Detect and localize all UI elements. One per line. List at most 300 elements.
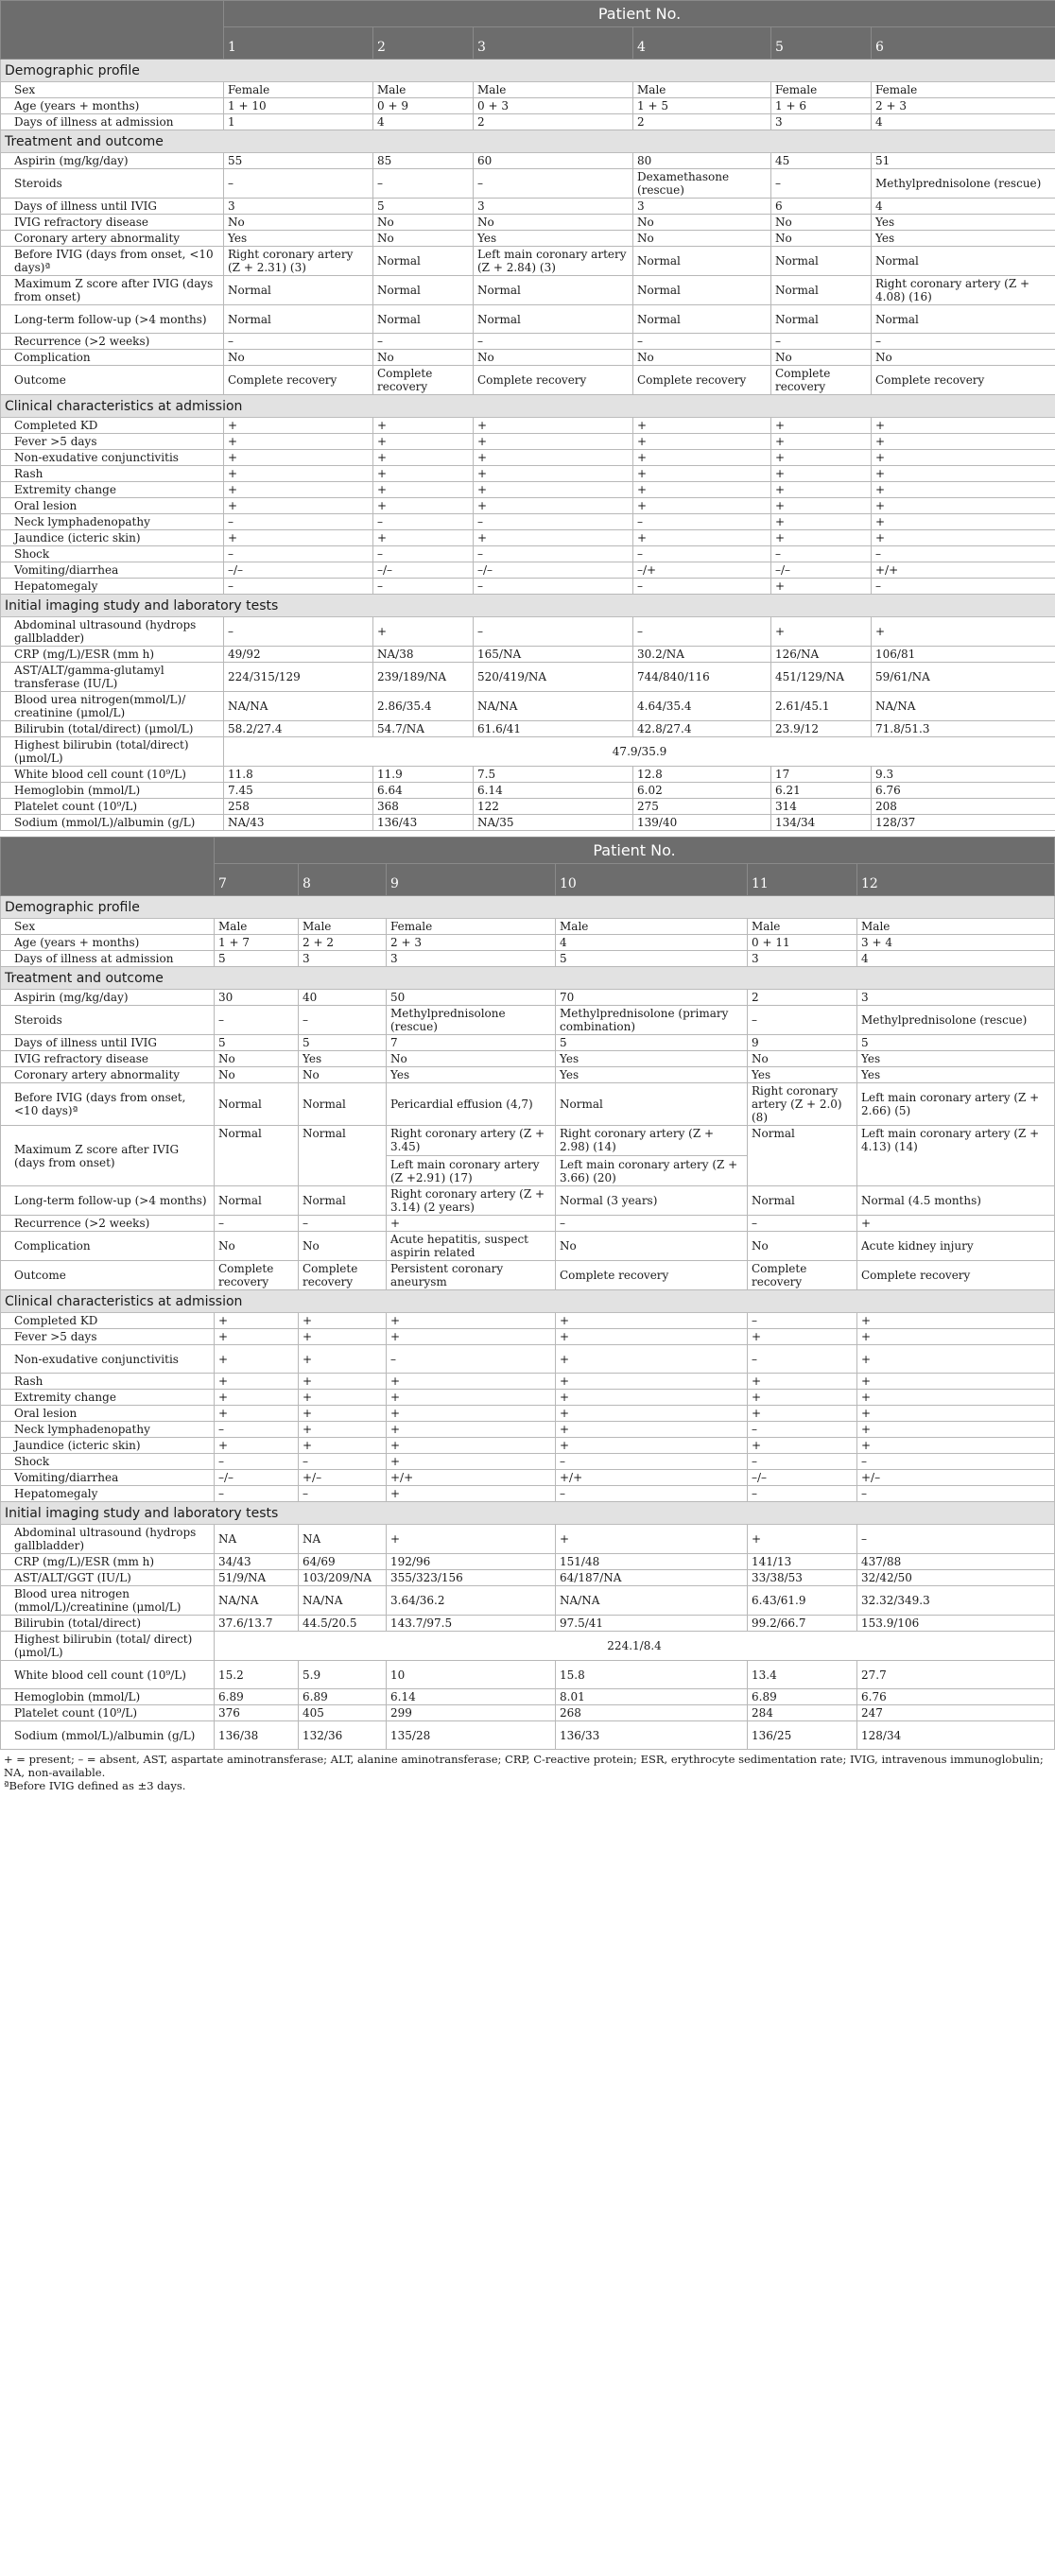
cell-patient-11: Normal	[748, 1186, 857, 1216]
cell-patient-10: +	[556, 1374, 748, 1390]
cell-patient-10: Complete recovery	[556, 1261, 748, 1290]
cell-patient-10: 5	[556, 1035, 748, 1051]
row-label: Sex	[1, 82, 224, 98]
cell-patient-2: 11.9	[373, 767, 474, 783]
cell-patient-2: No	[373, 215, 474, 231]
cell-patient-2: +	[373, 617, 474, 647]
patient-number-2: 2	[373, 27, 474, 60]
cell-patient-8: 64/69	[299, 1554, 387, 1570]
table-row	[1, 530, 1055, 546]
cell-patient-2: +	[373, 482, 474, 498]
cell-patient-10: Yes	[556, 1051, 748, 1067]
cell-patient-6: 106/81	[872, 647, 1055, 663]
row-label: Abdominal ultrasound (hydrops gallbladder)	[1, 617, 224, 647]
cell-patient-4: 2	[633, 114, 771, 130]
row-label: Abdominal ultrasound (hydrops gallbladder)	[1, 1525, 215, 1554]
cell-patient-4: 744/840/116	[633, 663, 771, 692]
patient-number-10: 10	[556, 864, 748, 896]
row-label: CRP (mg/L)/ESR (mm h)	[1, 1554, 215, 1570]
cell-patient-11: Normal	[748, 1126, 857, 1186]
table-row	[1, 1329, 1055, 1345]
cell-patient-1: –	[224, 579, 373, 595]
cell-patient-1: +	[224, 418, 373, 434]
cell-patient-11: +	[748, 1374, 857, 1390]
cell-patient-8: Male	[299, 919, 387, 935]
row-label: Fever >5 days	[1, 434, 224, 450]
row-label: Recurrence (>2 weeks)	[1, 1216, 215, 1232]
cell-patient-11: Right coronary artery (Z + 2.0) (8)	[748, 1083, 857, 1126]
cell-patient-2: Normal	[373, 247, 474, 276]
cell-patient-2: No	[373, 231, 474, 247]
row-label: Maximum Z score after IVIG (days from onset)	[1, 1126, 215, 1186]
cell-patient-3: 3	[474, 199, 633, 215]
header-blank-cell	[1, 838, 215, 896]
cell-patient-7: –	[215, 1422, 299, 1438]
row-label: Blood urea nitrogen (mmol/L)/creatinine (μmol/L)	[1, 1586, 215, 1616]
cell-patient-2: –	[373, 334, 474, 350]
cell-patient-6: +	[872, 434, 1055, 450]
cell-patient-9: +	[387, 1329, 556, 1345]
table-row	[1, 1006, 1055, 1035]
cell-patient-2: –	[373, 169, 474, 199]
cell-patient-9: +	[387, 1406, 556, 1422]
cell-patient-7: 1 + 7	[215, 935, 299, 951]
cell-patient-6: 208	[872, 799, 1055, 815]
table-row	[1, 919, 1055, 935]
cell-patient-7: –	[215, 1006, 299, 1035]
row-label: Oral lesion	[1, 498, 224, 514]
cell-patient-6: –	[872, 579, 1055, 595]
cell-patient-11: 6.43/61.9	[748, 1586, 857, 1616]
cell-patient-7: –	[215, 1486, 299, 1502]
cell-patient-10: 8.01	[556, 1689, 748, 1705]
row-label: Before IVIG (days from onset, <10 days)ª	[1, 1083, 215, 1126]
row-label: Shock	[1, 546, 224, 562]
table-row	[1, 98, 1055, 114]
table-row	[1, 1390, 1055, 1406]
cell-patient-8: Yes	[299, 1051, 387, 1067]
cell-patient-8: 40	[299, 990, 387, 1006]
cell-patient-12: –	[857, 1486, 1055, 1502]
cell-patient-4: +	[633, 450, 771, 466]
cell-patient-4: –	[633, 546, 771, 562]
patient-number-12: 12	[857, 864, 1055, 896]
cell-patient-9: +	[387, 1486, 556, 1502]
cell-patient-4: 1 + 5	[633, 98, 771, 114]
cell-patient-8: –	[299, 1454, 387, 1470]
cell-patient-7: 5	[215, 951, 299, 967]
cell-patient-4: –	[633, 334, 771, 350]
cell-patient-4: No	[633, 215, 771, 231]
row-label: Highest bilirubin (total/direct) (μmol/L)	[1, 737, 224, 767]
row-label: Extremity change	[1, 482, 224, 498]
cell-patient-6: 51	[872, 153, 1055, 169]
cell-patient-3: 122	[474, 799, 633, 815]
cell-patient-7: No	[215, 1067, 299, 1083]
row-label: Aspirin (mg/kg/day)	[1, 990, 215, 1006]
cell-patient-5: 23.9/12	[771, 721, 872, 737]
row-label: Jaundice (icteric skin)	[1, 1438, 215, 1454]
cell-patient-3: –	[474, 617, 633, 647]
row-label: Outcome	[1, 1261, 215, 1290]
cell-patient-10: +	[556, 1345, 748, 1374]
cell-patient-3: –	[474, 579, 633, 595]
cell-patient-5: +	[771, 514, 872, 530]
table-row	[1, 783, 1055, 799]
cell-patient-8: –	[299, 1006, 387, 1035]
row-label: Aspirin (mg/kg/day)	[1, 153, 224, 169]
header-blank-cell	[1, 1, 224, 60]
cell-patient-7: –/–	[215, 1470, 299, 1486]
table-row	[1, 990, 1055, 1006]
cell-patient-2: +	[373, 434, 474, 450]
cell-patient-7: 376	[215, 1705, 299, 1721]
table-row	[1, 1586, 1055, 1616]
table-row	[1, 815, 1055, 831]
section-title: Initial imaging study and laboratory tests	[1, 1502, 1055, 1525]
patient-no-header: Patient No.	[215, 838, 1055, 864]
cell-patient-8: +	[299, 1329, 387, 1345]
cell-patient-5: 314	[771, 799, 872, 815]
cell-patient-7: 51/9/NA	[215, 1570, 299, 1586]
cell-patient-4: Normal	[633, 247, 771, 276]
cell-patient-8: +	[299, 1313, 387, 1329]
cell-patient-9: +	[387, 1390, 556, 1406]
cell-patient-12: Normal (4.5 months)	[857, 1186, 1055, 1216]
cell-patient-4: 30.2/NA	[633, 647, 771, 663]
merged-value-cell: 47.9/35.9	[224, 737, 1055, 767]
cell-patient-2: –	[373, 579, 474, 595]
cell-patient-2: 54.7/NA	[373, 721, 474, 737]
cell-patient-6: 9.3	[872, 767, 1055, 783]
table-row	[1, 418, 1055, 434]
cell-patient-1: 11.8	[224, 767, 373, 783]
cell-patient-9	[387, 1126, 556, 1186]
cell-patient-4: Normal	[633, 276, 771, 305]
cell-patient-2: No	[373, 350, 474, 366]
cell-patient-5: Female	[771, 82, 872, 98]
row-label: Days of illness until IVIG	[1, 199, 224, 215]
cell-patient-3: –	[474, 169, 633, 199]
cell-patient-1: Complete recovery	[224, 366, 373, 395]
cell-patient-1: NA/NA	[224, 692, 373, 721]
row-label: IVIG refractory disease	[1, 1051, 215, 1067]
cell-patient-4: Male	[633, 82, 771, 98]
cell-patient-10: –	[556, 1454, 748, 1470]
cell-patient-8: +/–	[299, 1470, 387, 1486]
cell-patient-2: –	[373, 514, 474, 530]
table-row	[1, 1632, 1055, 1661]
row-label: Steroids	[1, 169, 224, 199]
table-row	[1, 153, 1055, 169]
cell-patient-5: 17	[771, 767, 872, 783]
cell-patient-10: +	[556, 1438, 748, 1454]
cell-patient-6: +/+	[872, 562, 1055, 579]
cell-patient-3: 7.5	[474, 767, 633, 783]
cell-patient-12: +/–	[857, 1470, 1055, 1486]
cell-patient-7: +	[215, 1345, 299, 1374]
cell-patient-5: –	[771, 546, 872, 562]
cell-patient-2: –	[373, 546, 474, 562]
cell-patient-3: +	[474, 450, 633, 466]
cell-patient-10: +	[556, 1525, 748, 1554]
cell-patient-11: –	[748, 1006, 857, 1035]
cell-patient-3: +	[474, 498, 633, 514]
cell-patient-9: 143.7/97.5	[387, 1616, 556, 1632]
cell-patient-3: 165/NA	[474, 647, 633, 663]
table-row	[1, 1689, 1055, 1705]
cell-patient-5: 3	[771, 114, 872, 130]
cell-patient-7: 37.6/13.7	[215, 1616, 299, 1632]
row-label: Hepatomegaly	[1, 579, 224, 595]
cell-patient-9: 192/96	[387, 1554, 556, 1570]
cell-patient-7: 15.2	[215, 1661, 299, 1689]
table-row	[1, 350, 1055, 366]
cell-patient-7: +	[215, 1390, 299, 1406]
cell-patient-10: 4	[556, 935, 748, 951]
cell-patient-6: +	[872, 530, 1055, 546]
cell-patient-2: 239/189/NA	[373, 663, 474, 692]
row-label: IVIG refractory disease	[1, 215, 224, 231]
cell-patient-5: +	[771, 466, 872, 482]
table-row	[1, 82, 1055, 98]
row-label: AST/ALT/gamma-glutamyl transferase (IU/L)	[1, 663, 224, 692]
cell-patient-10: 136/33	[556, 1721, 748, 1750]
cell-patient-7: Male	[215, 919, 299, 935]
cell-patient-1: 55	[224, 153, 373, 169]
table-row	[1, 482, 1055, 498]
row-label: Neck lymphadenopathy	[1, 1422, 215, 1438]
cell-patient-6: Yes	[872, 231, 1055, 247]
cell-patient-1: –/–	[224, 562, 373, 579]
cell-patient-12: Left main coronary artery (Z + 4.13) (14)	[857, 1126, 1055, 1186]
cell-patient-4: 42.8/27.4	[633, 721, 771, 737]
table-row	[1, 647, 1055, 663]
row-label: Hemoglobin (mmol/L)	[1, 1689, 215, 1705]
section-header	[1, 60, 1055, 82]
row-label: Rash	[1, 466, 224, 482]
cell-patient-4: +	[633, 482, 771, 498]
cell-patient-8: 405	[299, 1705, 387, 1721]
cell-patient-11: –	[748, 1345, 857, 1374]
cell-patient-4: –	[633, 514, 771, 530]
cell-patient-3: 6.14	[474, 783, 633, 799]
table-row	[1, 466, 1055, 482]
cell-patient-7: Normal	[215, 1126, 299, 1186]
section-title: Demographic profile	[1, 896, 1055, 919]
row-label: Hepatomegaly	[1, 1486, 215, 1502]
table-row	[1, 434, 1055, 450]
cell-patient-5: 2.61/45.1	[771, 692, 872, 721]
cell-patient-10: Yes	[556, 1067, 748, 1083]
cell-patient-10: –	[556, 1486, 748, 1502]
cell-patient-10: +	[556, 1329, 748, 1345]
cell-patient-1: –	[224, 334, 373, 350]
cell-patient-7: Normal	[215, 1186, 299, 1216]
cell-patient-9: 50	[387, 990, 556, 1006]
table-row	[1, 1313, 1055, 1329]
cell-patient-6: Methylprednisolone (rescue)	[872, 169, 1055, 199]
cell-patient-9: No	[387, 1051, 556, 1067]
cell-patient-6: Normal	[872, 305, 1055, 334]
cell-patient-7: +	[215, 1438, 299, 1454]
cell-patient-1: +	[224, 450, 373, 466]
cell-patient-10: No	[556, 1232, 748, 1261]
cell-patient-6: Female	[872, 82, 1055, 98]
cell-patient-5: 1 + 6	[771, 98, 872, 114]
cell-patient-2: 4	[373, 114, 474, 130]
table-row	[1, 1525, 1055, 1554]
cell-patient-4: +	[633, 466, 771, 482]
table-row	[1, 450, 1055, 466]
cell-patient-10: 15.8	[556, 1661, 748, 1689]
cell-patient-3: 0 + 3	[474, 98, 633, 114]
patient-number-1: 1	[224, 27, 373, 60]
table2-patient-table	[0, 837, 1055, 1750]
cell-patient-1: 7.45	[224, 783, 373, 799]
cell-patient-9: 3.64/36.2	[387, 1586, 556, 1616]
cell-patient-2: +	[373, 466, 474, 482]
cell-patient-11: 99.2/66.7	[748, 1616, 857, 1632]
cell-patient-12: –	[857, 1525, 1055, 1554]
cell-patient-2: Normal	[373, 305, 474, 334]
cell-patient-4: 4.64/35.4	[633, 692, 771, 721]
row-label: Long-term follow-up (>4 months)	[1, 1186, 215, 1216]
cell-patient-6: –	[872, 334, 1055, 350]
table-row	[1, 579, 1055, 595]
cell-patient-4: 139/40	[633, 815, 771, 831]
cell-patient-8: 5	[299, 1035, 387, 1051]
section-header	[1, 1290, 1055, 1313]
cell-patient-5: 6.21	[771, 783, 872, 799]
cell-patient-6: 2 + 3	[872, 98, 1055, 114]
cell-patient-6: –	[872, 546, 1055, 562]
row-label: Jaundice (icteric skin)	[1, 530, 224, 546]
cell-patient-12: Yes	[857, 1051, 1055, 1067]
cell-patient-4: Complete recovery	[633, 366, 771, 395]
cell-patient-12: Complete recovery	[857, 1261, 1055, 1290]
table-row	[1, 1705, 1055, 1721]
cell-patient-10: Methylprednisolone (primary combination)	[556, 1006, 748, 1035]
cell-patient-5: Complete recovery	[771, 366, 872, 395]
cell-patient-8: No	[299, 1232, 387, 1261]
row-label: Complication	[1, 350, 224, 366]
cell-patient-3: –/–	[474, 562, 633, 579]
cell-patient-8: +	[299, 1406, 387, 1422]
cell-patient-5: No	[771, 350, 872, 366]
section-header	[1, 967, 1055, 990]
cell-patient-9: Yes	[387, 1067, 556, 1083]
cell-patient-11: –	[748, 1422, 857, 1438]
section-header	[1, 595, 1055, 617]
cell-patient-5: –	[771, 334, 872, 350]
footnote: + = present; – = absent, AST, aspartate aminotransferase; ALT, alanine aminotransferase; CRP, C-reactive protein; ESR, erythrocyte sedimentation rate; IVIG, intravenous immunoglobulin; NA, non-available.	[4, 1753, 1044, 1779]
cell-patient-2: Male	[373, 82, 474, 98]
cell-patient-11: 141/13	[748, 1554, 857, 1570]
footnote: ªBefore IVIG defined as ±3 days.	[4, 1779, 186, 1792]
cell-line: Left main coronary artery (Z +2.91) (17)	[387, 1155, 555, 1184]
cell-patient-3: No	[474, 350, 633, 366]
cell-patient-8: +	[299, 1422, 387, 1438]
cell-patient-9: +	[387, 1216, 556, 1232]
patient-number-7: 7	[215, 864, 299, 896]
cell-patient-4: –/+	[633, 562, 771, 579]
row-label: Days of illness at admission	[1, 114, 224, 130]
cell-patient-3: +	[474, 418, 633, 434]
cell-patient-10: +/+	[556, 1470, 748, 1486]
row-label: White blood cell count (10⁹/L)	[1, 1661, 215, 1689]
cell-patient-8: 2 + 2	[299, 935, 387, 951]
cell-patient-5: +	[771, 434, 872, 450]
cell-patient-8: Complete recovery	[299, 1261, 387, 1290]
table-footnotes	[0, 1750, 1055, 1792]
cell-patient-7: –	[215, 1216, 299, 1232]
cell-patient-3: –	[474, 514, 633, 530]
cell-patient-2: +	[373, 498, 474, 514]
cell-patient-5: 451/129/NA	[771, 663, 872, 692]
cell-patient-10: Normal (3 years)	[556, 1186, 748, 1216]
cell-patient-12: 6.76	[857, 1689, 1055, 1705]
table-row	[1, 276, 1055, 305]
cell-patient-9: 10	[387, 1661, 556, 1689]
table-row	[1, 1035, 1055, 1051]
cell-patient-8: No	[299, 1067, 387, 1083]
cell-patient-1: –	[224, 514, 373, 530]
table-row	[1, 1438, 1055, 1454]
cell-patient-7: NA/NA	[215, 1586, 299, 1616]
cell-patient-6: 71.8/51.3	[872, 721, 1055, 737]
cell-patient-1: 3	[224, 199, 373, 215]
cell-patient-5: 6	[771, 199, 872, 215]
cell-patient-10: 70	[556, 990, 748, 1006]
cell-patient-11: 2	[748, 990, 857, 1006]
table-row	[1, 617, 1055, 647]
cell-patient-11: +	[748, 1438, 857, 1454]
cell-patient-7: +	[215, 1313, 299, 1329]
table-row	[1, 737, 1055, 767]
cell-patient-10: –	[556, 1216, 748, 1232]
row-label: Platelet count (10⁹/L)	[1, 1705, 215, 1721]
cell-patient-7: 136/38	[215, 1721, 299, 1750]
cell-patient-11: 284	[748, 1705, 857, 1721]
cell-patient-7: No	[215, 1051, 299, 1067]
cell-patient-9: 7	[387, 1035, 556, 1051]
cell-patient-12: +	[857, 1345, 1055, 1374]
table-row	[1, 1216, 1055, 1232]
cell-patient-10: +	[556, 1390, 748, 1406]
table-row	[1, 1261, 1055, 1290]
cell-patient-12: +	[857, 1422, 1055, 1438]
cell-patient-11: 3	[748, 951, 857, 967]
cell-patient-8: NA/NA	[299, 1586, 387, 1616]
table-row	[1, 1067, 1055, 1083]
cell-patient-1: +	[224, 466, 373, 482]
cell-patient-11: No	[748, 1051, 857, 1067]
cell-patient-8: 5.9	[299, 1661, 387, 1689]
table-row	[1, 1616, 1055, 1632]
cell-patient-11: +	[748, 1329, 857, 1345]
cell-patient-10	[556, 1126, 748, 1186]
table-row	[1, 514, 1055, 530]
cell-patient-5: Normal	[771, 276, 872, 305]
table-row	[1, 1454, 1055, 1470]
row-label: Non-exudative conjunctivitis	[1, 1345, 215, 1374]
row-label: Age (years + months)	[1, 98, 224, 114]
cell-patient-3: +	[474, 482, 633, 498]
cell-patient-9: 135/28	[387, 1721, 556, 1750]
cell-patient-6: 4	[872, 114, 1055, 130]
cell-patient-6: +	[872, 482, 1055, 498]
